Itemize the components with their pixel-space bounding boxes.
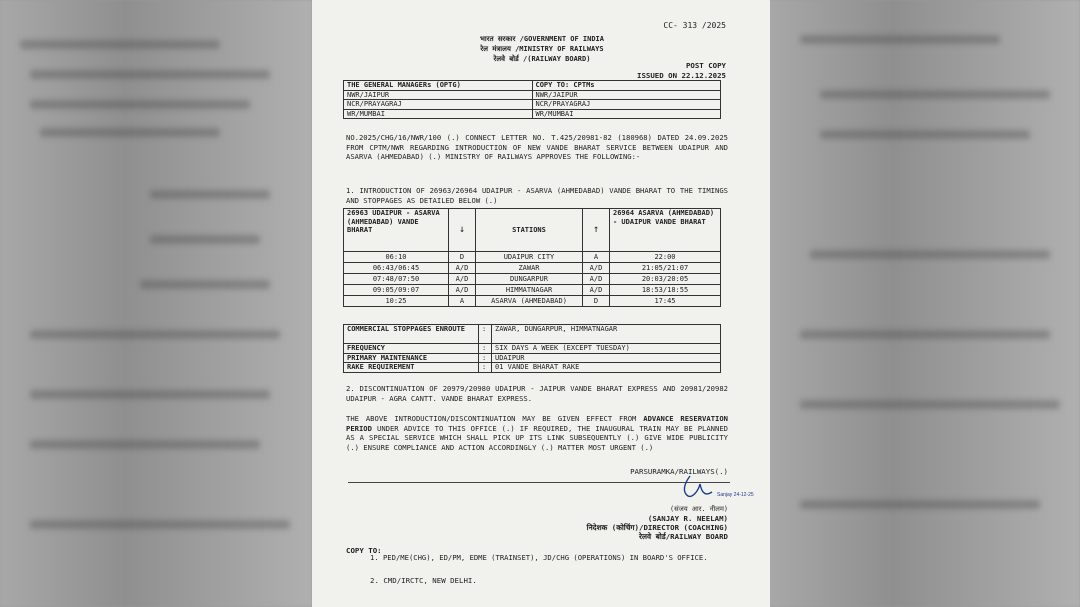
parsuramka: PARSURAMKA/RAILWAYS(.) [630,467,728,476]
copy-to-heading: COPY TO: [346,546,382,555]
blurred-text [820,130,1030,139]
blurred-text [820,90,1050,99]
addressee-head-left: THE GENERAL MANAGERs (OPTG) [344,81,533,91]
header-line-3: रेलवे बोर्ड /(RAILWAY BOARD) [493,55,591,63]
addressee-cell: WR/MUMBAI [532,109,721,119]
advance-text-pre: THE ABOVE INTRODUCTION/DISCONTINUATION MAY BE GIVEN EFFECT FROM [346,414,644,423]
blurred-text [810,250,1050,259]
blurred-text [30,440,260,449]
header-line-2: रेल मंत्रालय /MINISTRY OF RAILWAYS [480,45,604,53]
up-arrow-icon: ↑ [583,209,610,252]
timetable-cell: 06:10 [344,252,449,263]
signature [662,470,754,508]
blurred-text [20,40,220,49]
blurred-text [40,128,220,137]
details-value: UDAIPUR [492,353,721,363]
document-page [312,0,770,607]
timetable-cell: 20:03/20:05 [610,274,721,285]
addressee-table [343,80,721,119]
blurred-text [30,70,270,79]
blurred-text [150,190,270,199]
details-separator: : [479,353,492,363]
blurred-text [30,390,270,399]
timetable-cell: 06:43/06:45 [344,263,449,274]
blurred-text [30,330,280,339]
blurred-text [140,280,270,289]
details-value: ZAWAR, DUNGARPUR, HIMMATNAGAR [492,325,721,344]
timetable-cell: 09:05/09:07 [344,285,449,296]
timetable-right-head: 26964 ASARVA (AHMEDABAD) - UDAIPUR VANDE BHARAT [610,209,721,252]
details-table [343,324,721,373]
addressee-cell: NCR/PRAYAGRAJ [344,100,533,110]
timetable-cell: D [583,296,610,307]
timetable-cell: 07:48/07:50 [344,274,449,285]
blurred-text [30,520,290,529]
addressee-head-right: COPY TO: CPTMs [532,81,721,91]
addressee-cell: NWR/JAIPUR [532,90,721,100]
blurred-background-left [0,0,312,607]
timetable-cell: A/D [583,285,610,296]
down-arrow-icon: ↓ [449,209,476,252]
timetable-cell: A/D [449,263,476,274]
details-label: COMMERCIAL STOPPAGES ENROUTE [344,325,479,344]
timetable-cell: 17:45 [610,296,721,307]
timetable-cell: 10:25 [344,296,449,307]
timetable-cell: A/D [583,274,610,285]
advance-text-bold: ADVANCE RESERVATION PERIOD [346,414,729,433]
timetable-cell: A [583,252,610,263]
details-label: RAKE REQUIREMENT [344,363,479,373]
point-1: 1. INTRODUCTION OF 26963/26964 UDAIPUR - ASARVA (AHMEDABAD) VANDE BHARAT TO THE TIMINGS AND STOPPAGES AS DETAILED BELOW (.) [346,186,728,205]
details-value: 01 VANDE BHARAT RAKE [492,363,721,373]
point-2: 2. DISCONTINUATION OF 20979/20980 UDAIPUR - JAIPUR VANDE BHARAT EXPRESS AND 20981/20982 UDAIPUR - AGRA CANTT. VANDE BHARAT EXPRESS. [346,384,728,403]
timetable-cell: 22:00 [610,252,721,263]
details-value: SIX DAYS A WEEK (EXCEPT TUESDAY) [492,344,721,354]
details-separator: : [479,363,492,373]
blurred-text [150,235,260,244]
timetable-cell: A/D [583,263,610,274]
timetable-cell: 21:05/21:07 [610,263,721,274]
copy-to-item: 2. CMD/IRCTC, NEW DELHI. [370,576,477,585]
blurred-text [30,100,250,109]
issued-on: ISSUED ON 22.12.2025 [637,71,726,80]
signatory-hindi-name: (संजय आर. नीलम) [670,505,728,513]
signature-date: Sanjay 24-12-25 [717,492,754,498]
header-line-1: भारत सरकार /GOVERNMENT OF INDIA [480,35,604,43]
addressee-cell: NWR/JAIPUR [344,90,533,100]
timetable-cell: DUNGARPUR [476,274,583,285]
details-separator: : [479,344,492,354]
timetable-cell: A/D [449,274,476,285]
signatory-office: रेलवे बोर्ड/RAILWAY BOARD [639,532,728,541]
timetable-cell: ASARVA (AHMEDABAD) [476,296,583,307]
intro-paragraph: NO.2025/CHG/16/NWR/100 (.) CONNECT LETTER NO. T.425/20981-82 (180968) DATED 24.09.2025 FROM CPTM/NWR REGARDING INTRODUCTION OF NEW VANDE BHARAT SERVICE BETWEEN UDAIPUR AND ASARVA (AHMEDABAD) (.) MINISTRY OF RAILWAYS APPROVES THE FOLLOWING:- [346,133,728,162]
timetable-cell: D [449,252,476,263]
timetable-left-head: 26963 UDAIPUR - ASARVA (AHMEDABAD) VANDE BHARAT [344,209,449,252]
addressee-cell: WR/MUMBAI [344,109,533,119]
details-separator: : [479,325,492,344]
timetable-cell: UDAIPUR CITY [476,252,583,263]
timetable-cell: A/D [449,285,476,296]
copy-to-item: 1. PED/ME(CHG), ED/PM, EDME (TRAINSET), JD/CHG (OPERATIONS) IN BOARD'S OFFICE. [370,553,708,562]
addressee-cell: NCR/PRAYAGRAJ [532,100,721,110]
blurred-text [800,400,1060,409]
stations-head: STATIONS [476,209,583,252]
timetable-cell: HIMMATNAGAR [476,285,583,296]
blurred-text [800,330,1050,339]
details-label: FREQUENCY [344,344,479,354]
timetable [343,208,721,307]
signatory-name: (SANJAY R. NEELAM) [647,514,728,523]
signatory-designation: निदेशक (कोचिंग)/DIRECTOR (COACHING) [586,523,728,532]
timetable-cell: A [449,296,476,307]
details-label: PRIMARY MAINTENANCE [344,353,479,363]
blurred-text [800,35,1000,44]
advance-text-post: UNDER ADVICE TO THIS OFFICE (.) IF REQUIRED, THE INAUGURAL TRAIN MAY BE PLANNED AS A SPECIAL SERVICE WHICH SHALL PICK UP ITS LINK SUBSEQUENTLY (.) GIVE WIDE PUBLICITY (.) ENSURE COMPLIANCE AND ACTION ACCORDINGLY (.) MATTER MOST URGENT (.) [346,423,728,452]
blurred-text [800,500,1040,509]
doc-number: CC- 313 /2025 [663,21,726,30]
timetable-cell: ZAWAR [476,263,583,274]
timetable-cell: 18:53/18:55 [610,285,721,296]
post-copy: POST COPY [685,61,726,70]
advance-paragraph [346,414,728,452]
